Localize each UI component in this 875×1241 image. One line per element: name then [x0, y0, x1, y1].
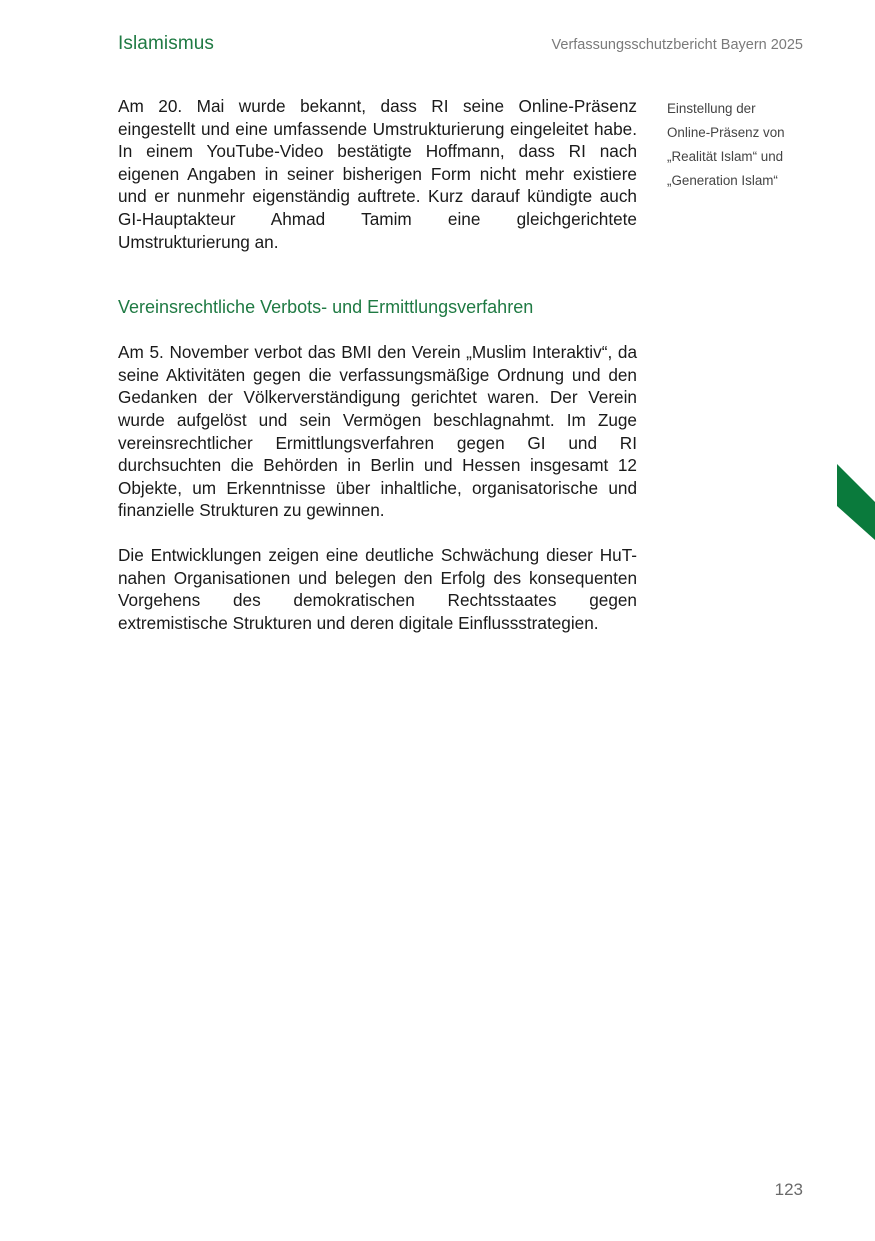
paragraph-ban: Am 5. November verbot das BMI den Verein „Muslim Interaktiv“, da seine Aktivitäten gegen die verfassungsmäßige Ordnung und den Gedanken der Völkerverständigung gerichtet waren. Der Verein wurde aufgelöst und sein Vermögen beschlagnahmt. Im Zuge vereinsrechtlicher Ermittlungsverfahren gegen GI und RI durchsuchten die Behörden in Berlin und Hessen insgesamt 12 Objekte, um Erkenntnisse über inhaltliche, organisatorische und finanzielle Strukturen zu gewinnen.	[118, 342, 637, 521]
paragraph-online-presence: Am 20. Mai wurde bekannt, dass RI seine Online-Präsenz eingestellt und eine umfassende Umstrukturierung eingeleitet habe. In einem YouTube-Video bestätigte Hoffmann, dass RI nach eigenen Angaben in seiner bisherigen Form nicht mehr existiere und er nunmehr eigenständig auftrete. Kurz darauf kündigte auch GI-Hauptakteur Ahmad Tamim eine gleichgerichtete Umstrukturierung an.	[118, 96, 637, 252]
publication-title: Verfassungsschutzbericht Bayern 2025	[551, 37, 803, 53]
chapter-tab-marker	[837, 464, 875, 540]
section-title: Islamismus	[118, 33, 215, 54]
margin-note-line: Online-Präsenz von	[667, 125, 785, 140]
paragraph-conclusion: Die Entwicklungen zeigen eine deutliche Schwächung dieser HuT-nahen Organisationen und belegen den Erfolg des konsequenten Vorgehens des demokratischen Rechtsstaates gegen extremistische Strukturen und deren digitale Einflussstrategien.	[118, 544, 637, 633]
main-content	[118, 95, 637, 634]
chapter-tab-shape	[837, 464, 875, 540]
section-heading: Vereinsrechtliche Verbots- und Ermittlungsverfahren	[118, 297, 534, 318]
page-number: 123	[774, 1180, 803, 1199]
margin-note-line: „Realität Islam“ und	[667, 149, 784, 164]
margin-note	[667, 97, 817, 193]
margin-note-line: Einstellung der	[667, 101, 756, 116]
margin-note-line: „Generation Islam“	[667, 173, 778, 188]
